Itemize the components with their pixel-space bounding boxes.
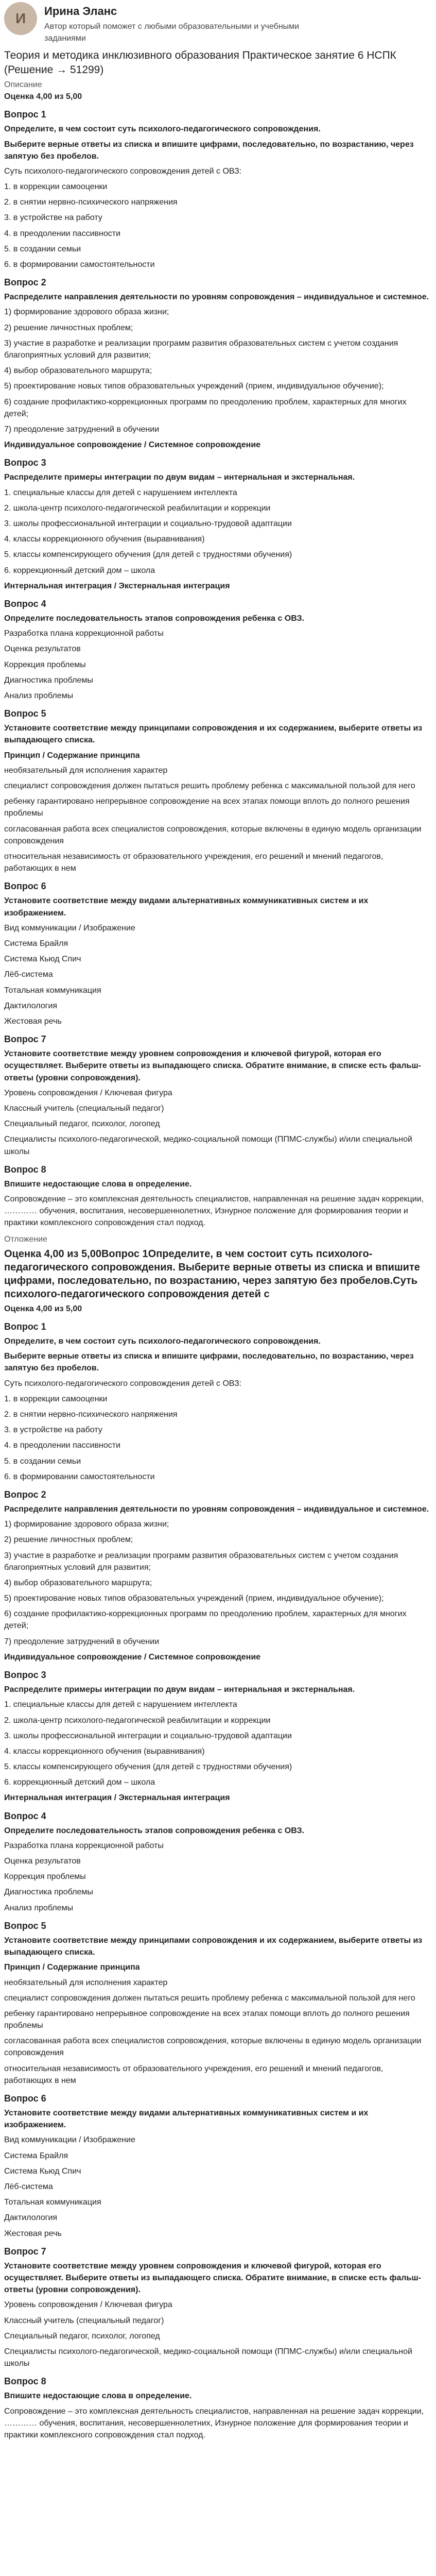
question-instruction: Выберите верные ответы из списка и впишите цифрами, последовательно, по возрастанию, через запятую без пробелов. — [4, 1352, 414, 1373]
question-heading: Вопрос 5 — [4, 708, 46, 719]
answer-option: специалист сопровождения должен пытаться решить проблему ребенка с максимальной пользой для него — [4, 782, 415, 791]
question-instruction: Выберите верные ответы из списка и впишите цифрами, последовательно, по возрастанию, через запятую без пробелов. — [4, 140, 414, 161]
question-prompt: Установите соответствие между видами альтернативных коммуникативных систем и их изображением. — [4, 2109, 369, 2130]
answer-option: 5. в создании семьи — [4, 1456, 81, 1466]
answer-option: 6. в формировании самостоятельности — [4, 1472, 155, 1481]
answer-option: 2. школа-центр психолого-педагогической реабилитации и коррекции — [4, 503, 271, 513]
answer-option: Анализ проблемы — [4, 691, 74, 700]
answer-option: необязательный для исполнения характер — [4, 1978, 168, 1987]
question-prompt: Впишите недостающие слова в определение. — [4, 1179, 192, 1189]
answer-option: 2. в снятии нервно-психического напряжения — [4, 1410, 178, 1419]
question-heading: Вопрос 2 — [4, 1489, 46, 1500]
questions-block-2 — [4, 1320, 432, 2441]
answer-option: 4) выбор образовательного маршрута; — [4, 366, 152, 376]
question-prompt: Установите соответствие между уровнем сопровождения и ключевой фигурой, которая его осуществляет. Выберите ответы из выпадающего списка. Обратите внимание, в списке есть фальш-ответы (уровни сопровождения). — [4, 1049, 422, 1082]
answer-option: Уровень сопровождения / Ключевая фигура — [4, 1088, 172, 1097]
question-prompt: Распределите направления деятельности по уровням сопровождения – индивидуальное и системное. — [4, 1504, 429, 1514]
author-block — [4, 2, 432, 44]
answer-option: 5. классы компенсирующего обучения (для детей с трудностями обучения) — [4, 1762, 292, 1772]
question-heading: Вопрос 1 — [4, 1321, 46, 1332]
answer-option: 4. в преодолении пассивности — [4, 1441, 121, 1450]
answer-option: 6) создание профилактико-коррекционных программ по преодолению проблем, характерных для многих детей; — [4, 1609, 407, 1631]
answer-option: согласованная работа всех специалистов сопровождения, которые включены в единую модель организации сопровождения — [4, 2037, 422, 2058]
answer-option: Специальный педагог, психолог, логопед — [4, 2331, 160, 2341]
avatar[interactable]: И — [4, 2, 37, 35]
question-heading: Вопрос 7 — [4, 2246, 46, 2257]
answer-categories: Индивидуальное сопровождение / Системное сопровождение — [4, 440, 261, 450]
answer-option: 4. классы коррекционного обучения (выравнивания) — [4, 535, 205, 544]
answer-option: 7) преодоление затруднений в обучении — [4, 425, 160, 434]
answer-option: 3. школы профессиональной интеграции и социально-трудовой адаптации — [4, 519, 292, 529]
answer-categories: Интернальная интеграция / Экстернальная интеграция — [4, 1793, 230, 1803]
question-intro: Суть психолого-педагогического сопровождения детей с ОВЗ: — [4, 1379, 242, 1388]
rating-text-2: Оценка 4,00 из 5,00 — [4, 1304, 82, 1313]
answer-option: Диагностика проблемы — [4, 675, 93, 685]
answer-option: Лёб-система — [4, 2182, 53, 2192]
question-heading: Вопрос 3 — [4, 1670, 46, 1681]
answer-option: Специалисты психолого-педагогической, медико-социальной помощи (ППМС-службы) и/или специальной школы — [4, 2347, 412, 2368]
answer-option: Тотальная коммуникация — [4, 986, 101, 995]
question-prompt: Определите последовательность этапов сопровождения ребенка с ОВЗ. — [4, 614, 305, 623]
answer-option: 5. классы компенсирующего обучения (для детей с трудностями обучения) — [4, 550, 292, 560]
answer-option: специалист сопровождения должен пытаться решить проблему ребенка с максимальной пользой для него — [4, 1993, 415, 2003]
answer-option: Тотальная коммуникация — [4, 2198, 101, 2207]
question-heading: Вопрос 3 — [4, 457, 46, 468]
answer-categories: Индивидуальное сопровождение / Системное сопровождение — [4, 1652, 261, 1662]
answer-option: ребенку гарантировано непрерывное сопровождение на всех этапах помощи вплоть до полного решения проблемы — [4, 2009, 410, 2030]
answer-option: Оценка результатов — [4, 1857, 81, 1866]
question-prompt: Установите соответствие между уровнем сопровождения и ключевой фигурой, которая его осуществляет. Выберите ответы из выпадающего списка. Обратите внимание, в списке есть фальш-ответы (уровни сопровождения). — [4, 2261, 422, 2295]
answer-option: 1) формирование здорового образа жизни; — [4, 308, 169, 317]
answer-option: 6. коррекционный детский дом – школа — [4, 566, 155, 575]
answer-categories: Интернальная интеграция / Экстернальная интеграция — [4, 581, 230, 590]
answer-option: Жестовая речь — [4, 1016, 62, 1026]
question-heading: Вопрос 2 — [4, 277, 46, 288]
question-prompt: Определите, в чем состоит суть психолого-педагогического сопровождения. — [4, 1337, 321, 1346]
question-heading: Вопрос 1 — [4, 109, 46, 120]
answer-option: 3) участие в разработке и реализации программ развития образовательных систем с учетом создания благоприятных условий для развития; — [4, 1551, 398, 1572]
answer-option: Система Брайля — [4, 939, 68, 948]
question-prompt: Распределите направления деятельности по уровням сопровождения – индивидуальное и системное. — [4, 293, 429, 302]
answer-option: 7) преодоление затруднений в обучении — [4, 1637, 160, 1646]
answer-option: Классный учитель (специальный педагог) — [4, 1104, 164, 1113]
definition-text: Сопровождение – это комплексная деятельность специалистов, направленная на решение задач коррекции, ………… обучения, воспитания, несовершеннолетних, Изнурное положение для формирования теории и практики комплексного сопровождения стал подход. — [4, 2406, 424, 2440]
page-title: Теория и методика инклюзивного образования Практическое занятие 6 НСПК (Решение → 51299) — [4, 49, 396, 76]
question-prompt: Определите последовательность этапов сопровождения ребенка с ОВЗ. — [4, 1826, 305, 1835]
answer-option: 1. в коррекции самооценки — [4, 1394, 108, 1403]
answer-option: 5. в создании семьи — [4, 244, 81, 253]
answer-option: 2. в снятии нервно-психического напряжения — [4, 198, 178, 207]
answer-option: 2) решение личностных проблем; — [4, 1535, 133, 1545]
question-prompt: Распределите примеры интеграции по двум видам – интернальная и экстернальная. — [4, 473, 355, 482]
question-heading: Вопрос 4 — [4, 1810, 46, 1821]
answer-option: 6) создание профилактико-коррекционных программ по преодолению проблем, характерных для многих детей; — [4, 397, 407, 418]
combined-heading: Оценка 4,00 из 5,00Вопрос 1Определите, в чем состоит суть психолого-педагогического сопровождения. Выберите верные ответы из списка и впишите цифрами, последовательно, по возрастанию, через запятую без пробелов.Суть психолого-педагогического сопровождения детей с — [4, 1248, 420, 1300]
answer-option: 2) решение личностных проблем; — [4, 323, 133, 332]
question-heading: Вопрос 8 — [4, 2376, 46, 2387]
answer-option: Разработка плана коррекционной работы — [4, 629, 164, 638]
question-heading: Вопрос 7 — [4, 1034, 46, 1045]
section-footer: Отложение — [4, 1234, 47, 1244]
answer-option: относительная независимость от образовательного учреждения, его решений и мнений педагогов, работающих в нем — [4, 852, 383, 873]
answer-option: Система Кьюд Спич — [4, 2166, 81, 2176]
answer-option: Оценка результатов — [4, 645, 81, 654]
answer-option: 1. специальные классы для детей с нарушением интеллекта — [4, 488, 237, 497]
question-prompt: Установите соответствие между принципами сопровождения и их содержанием, выберите ответы из выпадающего списка. — [4, 1936, 423, 1957]
answer-option: Специалисты психолого-педагогической, медико-социальной помощи (ППМС-службы) и/или специальной школы — [4, 1135, 412, 1156]
question-subheading: Принцип / Содержание принципа — [4, 1963, 140, 1972]
answer-option: 4. в преодолении пассивности — [4, 229, 121, 238]
answer-option: Дактилология — [4, 2213, 58, 2223]
question-prompt: Распределите примеры интеграции по двум видам – интернальная и экстернальная. — [4, 1685, 355, 1694]
answer-option: 1. в коррекции самооценки — [4, 182, 108, 192]
question-prompt: Определите, в чем состоит суть психолого-педагогического сопровождения. — [4, 125, 321, 134]
answer-option: 3. в устройстве на работу — [4, 1426, 102, 1435]
answer-option: Вид коммуникации / Изображение — [4, 923, 135, 933]
answer-option: Жестовая речь — [4, 2229, 62, 2238]
answer-option: Классный учитель (специальный педагог) — [4, 2316, 164, 2325]
author-info — [44, 2, 333, 44]
answer-option: Дактилология — [4, 1001, 58, 1010]
answer-option: необязательный для исполнения характер — [4, 766, 168, 775]
answer-option: Лёб-система — [4, 970, 53, 979]
definition-text: Сопровождение – это комплексная деятельность специалистов, направленная на решение задач коррекции, ………… обучения, воспитания, несовершеннолетних, Изнурное положение для формирования теории и практики комплексного сопровождения стал подход. — [4, 1194, 424, 1228]
question-intro: Суть психолого-педагогического сопровождения детей с ОВЗ: — [4, 166, 242, 176]
question-heading: Вопрос 6 — [4, 2093, 46, 2104]
answer-option: 1) формирование здорового образа жизни; — [4, 1520, 169, 1529]
answer-option: Диагностика проблемы — [4, 1888, 93, 1897]
question-prompt: Установите соответствие между видами альтернативных коммуникативных систем и их изображением. — [4, 896, 369, 918]
answer-option: относительная независимость от образовательного учреждения, его решений и мнений педагогов, работающих в нем — [4, 2064, 383, 2085]
question-heading: Вопрос 4 — [4, 598, 46, 609]
answer-option: 6. в формировании самостоятельности — [4, 260, 155, 269]
answer-option: 1. специальные классы для детей с нарушением интеллекта — [4, 1700, 237, 1709]
rating-text: Оценка 4,00 из 5,00 — [4, 92, 82, 101]
author-description: Автор который поможет с любыми образовательными и учебными заданиями — [44, 22, 300, 43]
answer-option: 5) проектирование новых типов образовательных учреждений (прием, индивидуальное обучение); — [4, 382, 384, 391]
answer-option: Специальный педагог, психолог, логопед — [4, 1120, 160, 1129]
author-name[interactable]: Ирина Эланс — [44, 5, 117, 18]
question-heading: Вопрос 6 — [4, 881, 46, 892]
answer-option: 3. в устройстве на работу — [4, 213, 102, 223]
description-label: Описание — [4, 80, 42, 89]
answer-option: Уровень сопровождения / Ключевая фигура — [4, 2300, 172, 2310]
question-subheading: Принцип / Содержание принципа — [4, 751, 140, 760]
answer-option: 4) выбор образовательного маршрута; — [4, 1578, 152, 1587]
answer-option: Коррекция проблемы — [4, 1872, 86, 1882]
answer-option: 6. коррекционный детский дом – школа — [4, 1778, 155, 1787]
answer-option: 4. классы коррекционного обучения (выравнивания) — [4, 1747, 205, 1756]
question-heading: Вопрос 8 — [4, 1164, 46, 1175]
answer-option: Анализ проблемы — [4, 1903, 74, 1912]
question-prompt: Впишите недостающие слова в определение. — [4, 2392, 192, 2401]
answer-option: 2. школа-центр психолого-педагогической реабилитации и коррекции — [4, 1716, 271, 1725]
question-heading: Вопрос 5 — [4, 1920, 46, 1931]
answer-option: Система Кьюд Спич — [4, 955, 81, 964]
answer-option: ребенку гарантировано непрерывное сопровождение на всех этапах помощи вплоть до полного решения проблемы — [4, 797, 410, 818]
answer-option: 5) проектирование новых типов образовательных учреждений (прием, индивидуальное обучение); — [4, 1594, 384, 1603]
answer-option: 3) участие в разработке и реализации программ развития образовательных систем с учетом создания благоприятных условий для развития; — [4, 338, 398, 360]
answer-option: Вид коммуникации / Изображение — [4, 2136, 135, 2145]
answer-option: Система Брайля — [4, 2151, 68, 2160]
questions-block-1 — [4, 108, 432, 1245]
answer-option: Разработка плана коррекционной работы — [4, 1841, 164, 1850]
answer-option: согласованная работа всех специалистов сопровождения, которые включены в единую модель организации сопровождения — [4, 824, 422, 845]
answer-option: Коррекция проблемы — [4, 660, 86, 669]
question-prompt: Установите соответствие между принципами сопровождения и их содержанием, выберите ответы из выпадающего списка. — [4, 724, 423, 745]
answer-option: 3. школы профессиональной интеграции и социально-трудовой адаптации — [4, 1731, 292, 1740]
